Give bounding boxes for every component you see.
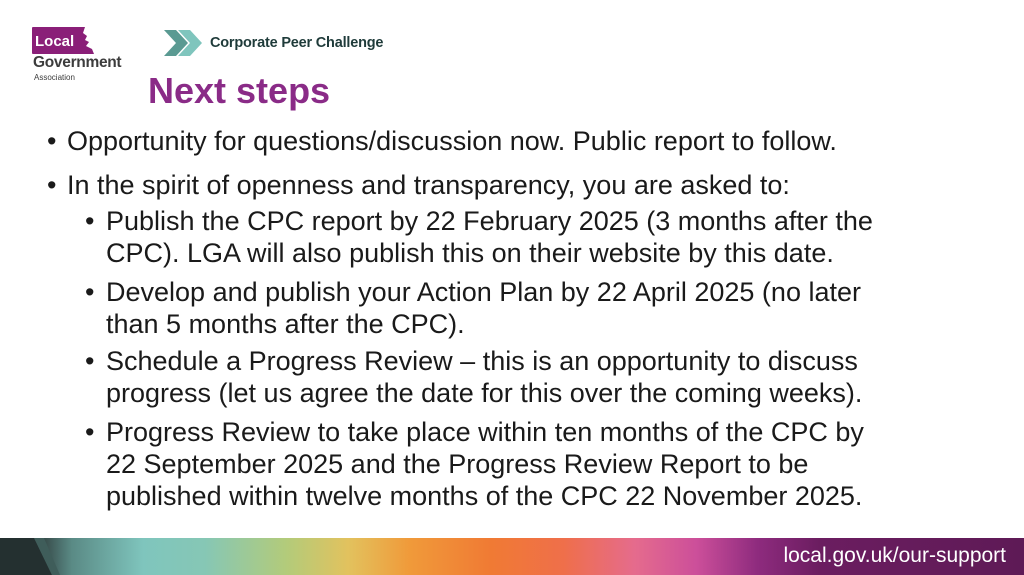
cpc-brand [164,30,383,56]
sub-bullet-line: Develop and publish your Action Plan by 22 April 2025 (no later [106,277,861,307]
bullet-marker: • [47,170,57,200]
footer-band [0,538,1024,575]
bullet-marker: • [85,206,95,236]
sub-bullet-item [85,345,986,409]
footer-stripe-decoration [0,538,60,575]
logo-government-label: Government [33,54,122,71]
cpc-brand-title: Corporate Peer Challenge [210,35,384,51]
sub-bullet-line: published within twelve months of the CPC 22 November 2025. [106,481,863,511]
sub-bullet-line: 22 September 2025 and the Progress Review Report to be [106,449,809,479]
logo-figure-icon [72,27,100,54]
page-title: Next steps [148,70,331,111]
bullet-item [47,125,987,157]
sub-bullet-item [85,416,986,512]
bullet-item [47,169,987,201]
sub-bullet-item [85,276,986,340]
chevron-arrows-icon [164,30,204,56]
sub-bullet-line: Publish the CPC report by 22 February 2025 (3 months after the [106,206,873,236]
sub-bullet-line: progress (let us agree the date for this over the coming weeks). [106,378,863,408]
bullet-text: In the spirit of openness and transparency, you are asked to: [67,170,790,200]
bullet-marker: • [85,277,95,307]
sub-bullet-line: than 5 months after the CPC). [106,309,465,339]
sub-bullet-line: Progress Review to take place within ten months of the CPC by [106,417,864,447]
bullet-text: Opportunity for questions/discussion now. Public report to follow. [67,126,837,156]
bullet-marker: • [85,346,95,376]
bullet-marker: • [85,417,95,447]
sub-bullet-line: CPC). LGA will also publish this on their website by this date. [106,238,834,268]
logo-association-label: Association [34,73,75,82]
footer-url-link[interactable]: local.gov.uk/our-support [783,544,1006,567]
logo-local-label: Local [32,27,80,54]
lga-logo [32,27,132,87]
bullet-marker: • [47,126,57,156]
sub-bullet-line: Schedule a Progress Review – this is an opportunity to discuss [106,346,858,376]
sub-bullet-item [85,205,986,269]
